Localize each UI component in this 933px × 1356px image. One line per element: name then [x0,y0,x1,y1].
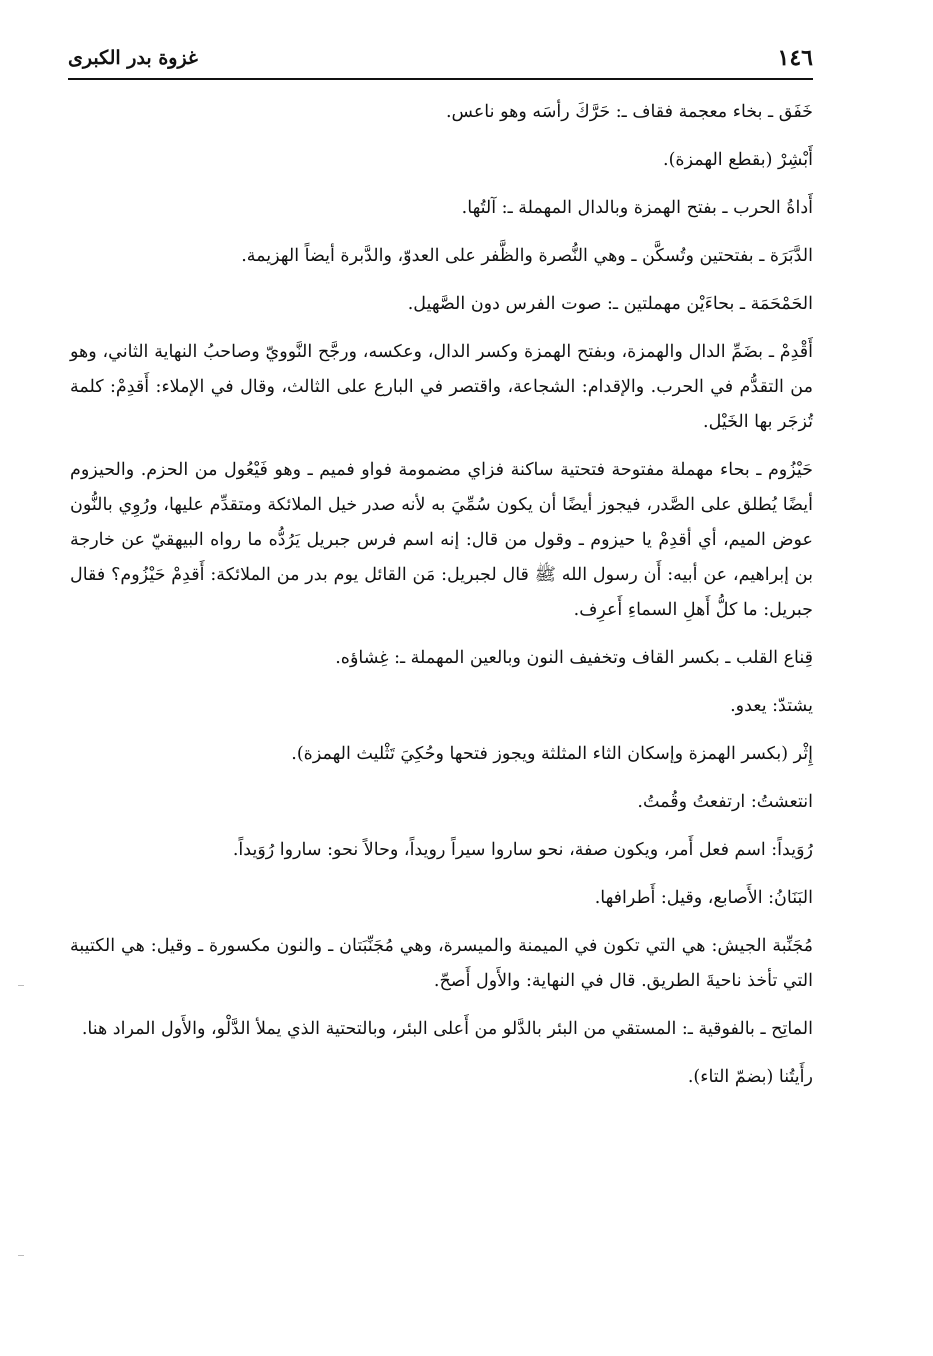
glossary-entry: رُوَيداً: اسم فعل أَمر، ويكون صفة، نحو ساروا سيراً رويداً، وحالاً نحو: ساروا رُوَيداً. [232,840,813,860]
glossary-entry: خَفَق ـ بخاء معجمة فقاف ـ: حَرَّكَ رأسَه وهو ناعس. [445,102,813,122]
glossary-entry: قِناع القلب ـ بكسر القاف وتخفيف النون وبالعين المهملة ـ: غِشاؤه. [335,648,813,668]
scan-mark [18,985,24,986]
glossary-entry: الدَّبَرَة ـ بفتحتين وتُسكَّن ـ وهي النُّصرة والظَّفر على العدوّ، والدَّبرة أيضاً الهزيمة. [241,246,813,266]
glossary-entry: الحَمْحَمَة ـ بحاءَيْن مهملتين ـ: صوت الفرس دون الصَّهيل. [407,294,813,314]
glossary-entry: أَداةُ الحرب ـ بفتح الهمزة وبالدال المهملة ـ: آلتُها. [461,198,813,218]
glossary-entry: انتعشتُ: ارتفعتُ وقُمتُ. [637,792,813,812]
glossary-entry: البَنَانُ: الأَصابع، وقيل: أَطرافها. [594,888,813,908]
glossary-entry: مُجَنِّبة الجيش: هي التي تكون في الميمنة والميسرة، وهي مُجَنِّبَتان ـ والنون مكسورة ـ وقيل: هي الكتيبة التي تأخذ ناحيةَ الطريق. قال في النهاية: والأَول أَصحّ. [70,936,813,991]
glossary-entry: رأَيتُنا (بضمّ التاء). [687,1067,813,1087]
glossary-entry: الماتِح ـ بالفوقية ـ: المستقي من البئر بالدَّلو من أَعلى البئر، وبالتحتية الذي يملأ الدَّلْو، والأَول المراد هنا. [81,1019,813,1039]
glossary-entry: أَبْشِرْ (بقطع الهمزة). [663,150,813,170]
glossary-body [70,95,813,1108]
glossary-entry: حَيْزُوم ـ بحاء مهملة مفتوحة فتحتية ساكنة فزاي مضمومة فواو فميم ـ وهو فَيْعُول من الحزم. والحيزوم أيضًا يُطلق على الصَّدر، فيجوز أيضًا أن يكون سُمِّيَ به لأنه صدر خيل الملائكة ومتقدِّم عليها، ورُوِي بالنُّون عوض الميم، أي أقدِمْ يا حيزوم ـ وقول من قال: إنه اسم فرس جبريل يَرُدُّه ما رواه البيهقيّ عن خارجة بن إبراهيم، عن أبيه: أَن رسول الله ﷺ قال لجبريل: مَن القائل يوم بدر من الملائكة: أَقدِمْ حَيْزُوم؟ فقال جبريل: ما كلُّ أَهلِ السماءِ أَعرِف. [70,460,813,620]
page-number: ١٤٦ [777,45,813,71]
glossary-entry: إِثْر (بكسر الهمزة وإسكان الثاء المثلثة ويجوز فتحها وحُكِيَ تَثْليث الهمزة). [291,744,813,764]
glossary-entry: يشتدّ: يعدو. [730,696,813,716]
glossary-entry: أَقْدِمْ ـ بضَمِّ الدال والهمزة، وبفتح الهمزة وكسر الدال، وعكسه، ورجَّح النَّوويّ وصاحبُ النهاية الثاني، وهو من التقدُّم في الحرب. والإقدام: الشجاعة، واقتصر في البارع على الثالث، وقال في الإملاء: أَقدِمْ: كلمة تُزجَر بها الخَيْل. [70,342,813,432]
running-title: غزوة بدر الكبرى [68,47,198,69]
scan-mark [18,1255,24,1256]
page-header [68,38,813,80]
